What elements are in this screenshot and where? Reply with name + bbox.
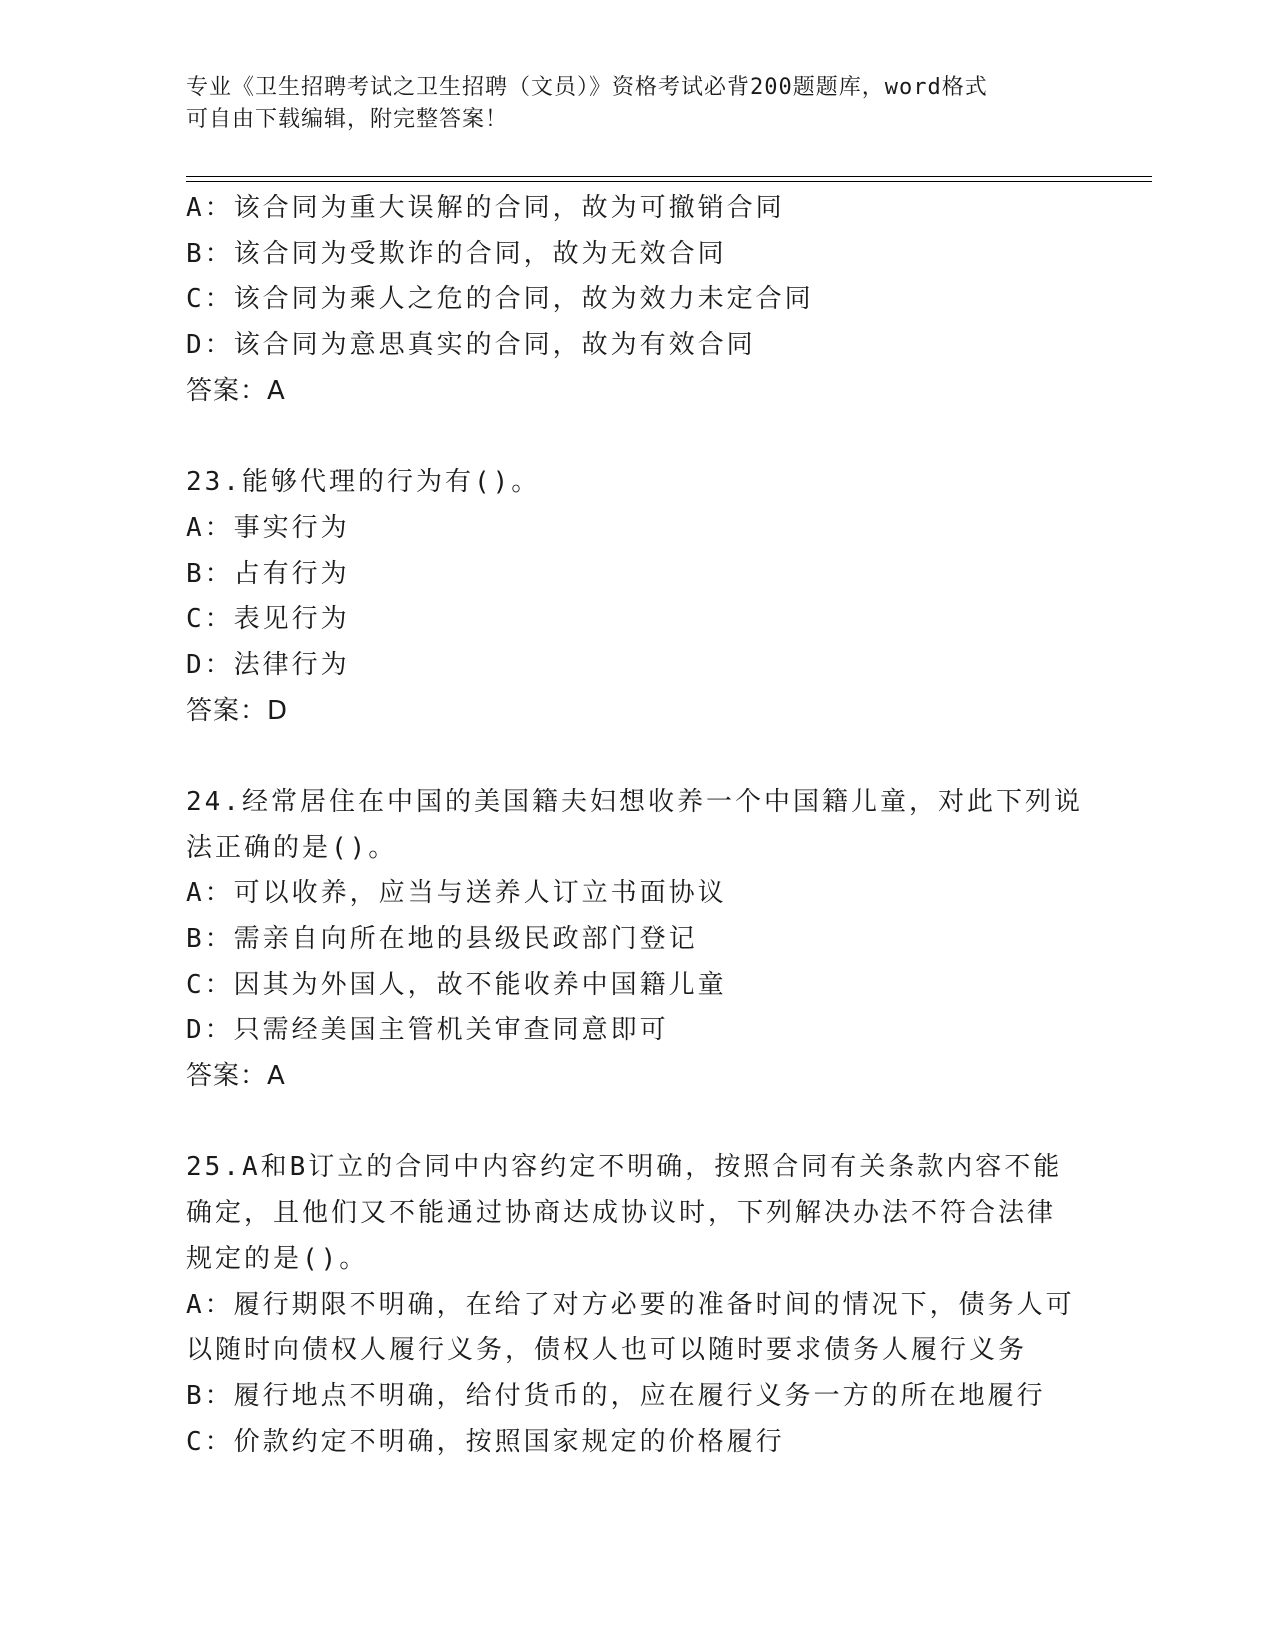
question-stem-line-2: 法正确的是()。	[186, 832, 398, 863]
question-stem-line-3: 规定的是()。	[186, 1243, 369, 1274]
question-stem-line-1: 24.经常居住在中国的美国籍夫妇想收养一个中国籍儿童，对此下列说	[186, 786, 1083, 817]
option-c: C：因其为外国人，故不能收养中国籍儿童	[186, 969, 727, 1000]
header-divider-top	[186, 176, 1152, 177]
option-d: D：只需经美国主管机关审查同意即可	[186, 1015, 669, 1046]
question-25	[186, 1145, 1086, 1465]
question-list	[186, 186, 1086, 1465]
header-divider-bottom	[186, 181, 1152, 182]
answer-label: 答案：A	[186, 1061, 286, 1092]
option-b: B：需亲自向所在地的县级民政部门登记	[186, 924, 698, 954]
question-stem: 23.能够代理的行为有()。	[186, 467, 541, 498]
header-title-line-1: 专业《卫生招聘考试之卫生招聘（文员）》资格考试必背200题题库，word格式	[186, 75, 988, 100]
option-c: C：价款约定不明确，按照国家规定的价格履行	[186, 1426, 785, 1457]
answer-label: 答案：D	[186, 695, 289, 726]
question-22	[186, 186, 1086, 414]
answer-label: 答案：A	[186, 375, 286, 406]
option-c: C：表见行为	[186, 604, 350, 635]
option-b: B：该合同为受欺诈的合同，故为无效合同	[186, 238, 727, 269]
spacer	[186, 414, 1086, 460]
question-stem-line-2: 确定，且他们又不能通过协商达成协议时，下列解决办法不符合法律	[186, 1198, 1057, 1229]
option-a: A：可以收养，应当与送养人订立书面协议	[186, 878, 727, 909]
question-23	[186, 460, 1086, 734]
spacer	[186, 734, 1086, 780]
option-d: D：该合同为意思真实的合同，故为有效合同	[186, 330, 756, 361]
option-c: C：该合同为乘人之危的合同，故为效力未定合同	[186, 284, 814, 315]
question-stem-line-1: 25.A和B订立的合同中内容约定不明确，按照合同有关条款内容不能	[186, 1152, 1063, 1183]
option-a-line-1: A：履行期限不明确，在给了对方必要的准备时间的情况下，债务人可	[186, 1289, 1075, 1320]
option-b: B：占有行为	[186, 558, 350, 589]
option-a: A：事实行为	[186, 512, 350, 543]
option-a-line-2: 以随时向债权人履行义务，债权人也可以随时要求债务人履行义务	[186, 1335, 1028, 1366]
header-title-line-2: 可自由下载编辑，附完整答案！	[186, 107, 509, 132]
spacer	[186, 1100, 1086, 1146]
option-d: D：法律行为	[186, 649, 350, 680]
document-header	[186, 72, 1086, 136]
option-b: B：履行地点不明确，给付货币的，应在履行义务一方的所在地履行	[186, 1380, 1046, 1411]
question-24	[186, 780, 1086, 1100]
option-a: A：该合同为重大误解的合同，故为可撤销合同	[186, 193, 785, 223]
